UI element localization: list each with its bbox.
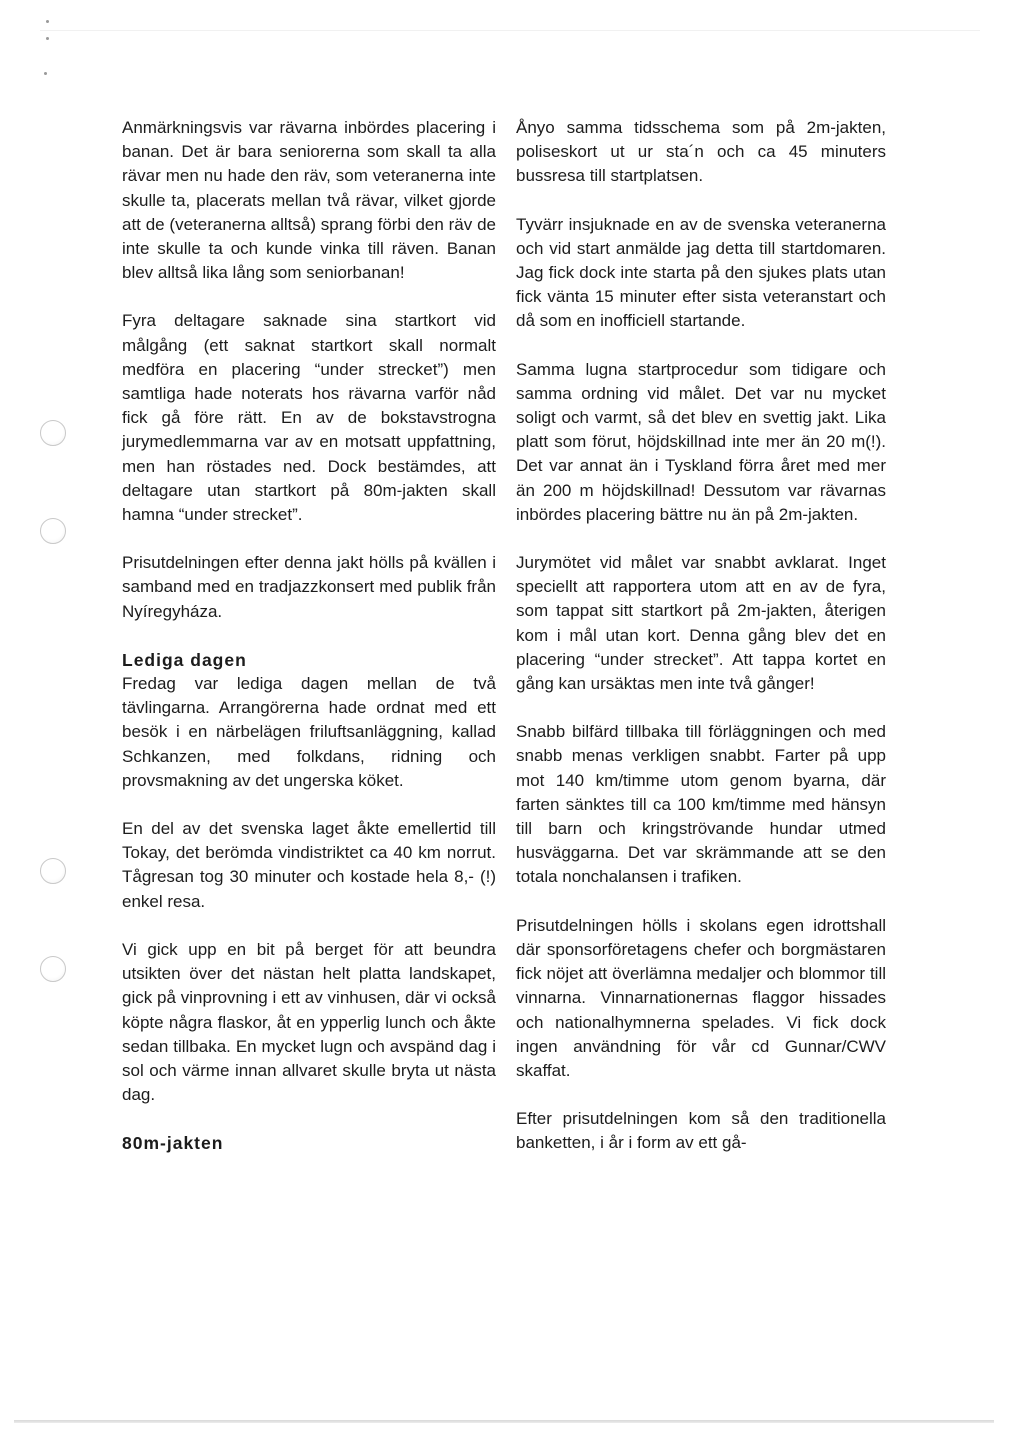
punch-hole-icon — [40, 420, 66, 446]
punch-hole-icon — [40, 956, 66, 982]
paragraph: Tyvärr insjuknade en av de svenska veteranerna och vid start anmälde jag detta till startdomaren. Jag fick dock inte starta på den sjukes plats utan fick vänta 15 minuter efter sista veteranstart och då som en inofficiell startande. — [516, 214, 886, 331]
left-text-column — [122, 116, 496, 1156]
paragraph: Prisutdelningen hölls i skolans egen idrottshall där sponsorföretagens chefer och borgmästaren fick nöjet att överlämna medaljer och blommor till vinnarna. Vinnarnationernas flaggor hissades och nationalhymnerna spelades. Vi fick dock ingen användning för vår cd Gunnar/CWV skaffat. — [516, 915, 886, 1080]
paragraph: Fredag var lediga dagen mellan de två tävlingarna. Arrangörerna hade ordnat med ett besök i en närbelägen friluftsanläggning, kallad Schkanzen, med folkdans, ridning och provsmakning av det ungerska köket. — [122, 674, 496, 790]
section-heading-80m-jakten: 80m-jakten — [122, 1133, 224, 1154]
scan-bottom-edge — [14, 1420, 994, 1423]
paragraph: Jurymötet vid målet var snabbt avklarat. Inget speciellt att rapportera utom att en av de fyra, som tappat sitt startkort på 2m-jakten, återigen kom i mål utan kort. Denna gång blev det en placering “under strecket”. Att tappa kortet en gång kan ursäktas men inte två gånger! — [516, 553, 886, 694]
paragraph: Anmärkningsvis var rävarna inbördes placering i banan. Det är bara seniorerna som skall ta alla rävar men nu hade den räv, som veteranerna inte skulle ta, placerats mellan två rävar, vilket gjorde att de (veteranerna alltså) sprang förbi den räv de inte skulle ta och kunde vinka till räven. Banan blev alltså lika lång som seniorbanan! — [122, 118, 496, 283]
section-heading-lediga-dagen: Lediga dagen — [122, 649, 247, 670]
scan-speck — [44, 72, 47, 75]
paragraph: Samma lugna startprocedur som tidigare och samma ordning vid målet. Det var nu mycket soligt och varmt, så det blev en svettig jakt. Lika platt som förut, höjdskillnad inte mer än 20 m(!). Det var annat än i Tyskland förra året med mer än 200 m höjdskillnad! Dessutom var rävarnas inbördes placering bättre nu än på 2m-jakten. — [516, 359, 886, 524]
paragraph: En del av det svenska laget åkte emellertid till Tokay, det berömda vindistriktet ca 40 km norrut. Tågresan tog 30 minuter och kostade hela 8,- (!) enkel resa. — [122, 819, 496, 911]
paragraph: Vi gick upp en bit på berget för att beundra utsikten över det nästan helt platta landskapet, gick på vinprovning i ett av vinhusen, där vi också köpte några flaskor, åt en ypperlig lunch och åkte sedan tillbaka. En mycket lugn och avspänd dag i sol och värme innan allvaret skulle bryta ut nästa dag. — [122, 939, 496, 1105]
scan-speck — [46, 20, 49, 23]
paragraph: Snabb bilfärd tillbaka till förläggningen och med snabb menas verkligen snabbt. Farter på upp mot 140 km/timme utom genom byarna, där farten sänktes till ca 100 km/timme med hänsyn till barn och kringströvande hundar utmed husväggarna. Det var skrämmande att se den totala nonchalansen i trafiken. — [516, 722, 886, 887]
right-text-column — [516, 116, 886, 1180]
paragraph: Ånyo samma tidsschema som på 2m-jakten, poliseskort ut ur sta´n och ca 45 minuters bussresa till startplatsen. — [516, 118, 886, 186]
paragraph: Fyra deltagare saknade sina startkort vid målgång (ett saknat startkort skall normalt medföra en placering “under strecket”) men samtliga hade noterats hos rävarna varför nåd fick gå före rätt. En av de bokstavstrogna jurymedlemmarna var av en motsatt uppfattning, men han röstades ned. Dock bestämdes, att deltagare utan startkort på 80m-jakten skall hamna “under strecket”. — [122, 311, 496, 525]
punch-hole-icon — [40, 518, 66, 544]
paragraph: Prisutdelningen efter denna jakt hölls på kvällen i samband med en tradjazzkonsert med publik från Nyíregyháza. — [122, 553, 496, 621]
paragraph: Efter prisutdelningen kom så den traditionella banketten, i år i form av ett gå- — [516, 1109, 886, 1153]
scan-speck — [46, 37, 49, 40]
punch-hole-icon — [40, 858, 66, 884]
scan-top-edge — [40, 30, 980, 31]
